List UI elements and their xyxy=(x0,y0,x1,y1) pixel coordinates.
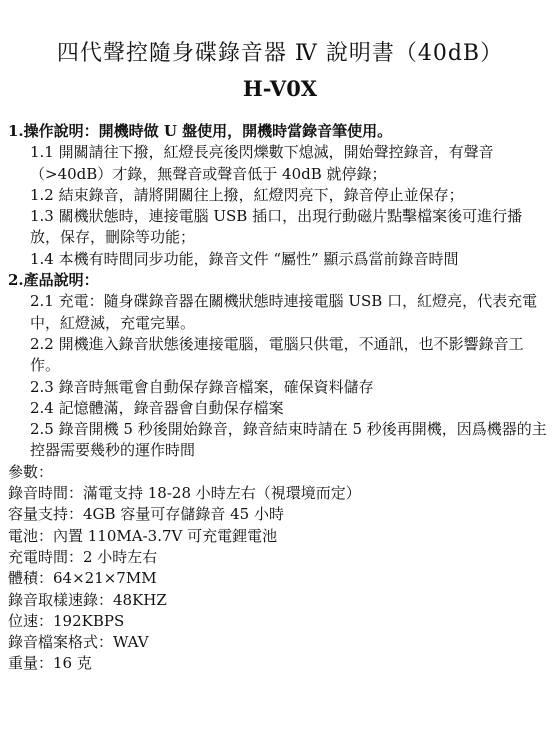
param-weight: 重量：16 克 xyxy=(8,654,92,673)
section2-item-2: 2.2 開機進入錄音狀態後連接電腦，電腦只供電，不通訊，也不影響錄音工作。 xyxy=(30,334,524,375)
param-sample-rate: 錄音取樣速錄：48KHZ xyxy=(8,590,167,609)
param-recording-time: 錄音時間：滿電支持 18-28 小時左右（視環境而定） xyxy=(8,484,361,503)
section1-item-1: 1.1 開關請往下撥，紅燈長亮後閃爍數下熄滅，開始聲控錄音，有聲音（>40dB）才錄，無聲音或聲音低于 40dB 就停錄； xyxy=(30,143,494,183)
param-capacity: 容量支持：4GB 容量可存儲錄音 45 小時 xyxy=(8,505,284,524)
param-file-format: 錄音檔案格式：WAV xyxy=(8,633,149,652)
section2-item-1: 2.1 充電：隨身碟錄音器在關機狀態時連接電腦 USB 口，紅燈亮，代表充電中，紅燈滅，充電完畢。 xyxy=(30,292,538,332)
param-bitrate: 位速：192KBPS xyxy=(8,611,125,630)
param-size: 體積：64×21×7MM xyxy=(8,569,157,588)
params-heading: 參數： xyxy=(8,462,54,481)
document-title: 四代聲控隨身碟錄音器 Ⅳ 說明書（40dB） xyxy=(56,41,504,66)
param-charge-time: 充電時間：2 小時左右 xyxy=(8,547,158,566)
section1-item-4: 1.4 本機有時間同步功能，錄音文件 “屬性” 顯示爲當前錄音時間 xyxy=(30,249,459,268)
manual-body xyxy=(8,121,552,675)
section1-heading: 1.操作說明：開機時做 U 盤使用，開機時當錄音筆使用。 xyxy=(8,122,393,140)
section1-item-2: 1.2 結束錄音，請將開關往上撥，紅燈閃亮下，錄音停止並保存； xyxy=(30,185,464,204)
section2-item-3: 2.3 錄音時無電會自動保存錄音檔案，確保資料儲存 xyxy=(30,377,374,396)
model-number: H-V0X xyxy=(242,76,318,101)
section2-item-4: 2.4 記憶體滿，錄音器會自動保存檔案 xyxy=(30,398,284,417)
section1-item-3: 1.3 關機狀態時，連接電腦 USB 插口，出現行動磁片點擊檔案後可進行播放，保存，刪除等功能； xyxy=(30,207,523,247)
section2-heading: 2.產品說明： xyxy=(8,271,99,290)
section2-item-5: 2.5 錄音開機 5 秒後開始錄音，錄音結束時請在 5 秒後再開機，因爲機器的主控器需要幾秒的運作時間 xyxy=(30,420,547,460)
param-battery: 電池：內置 110MA-3.7V 可充電鋰電池 xyxy=(8,526,278,545)
